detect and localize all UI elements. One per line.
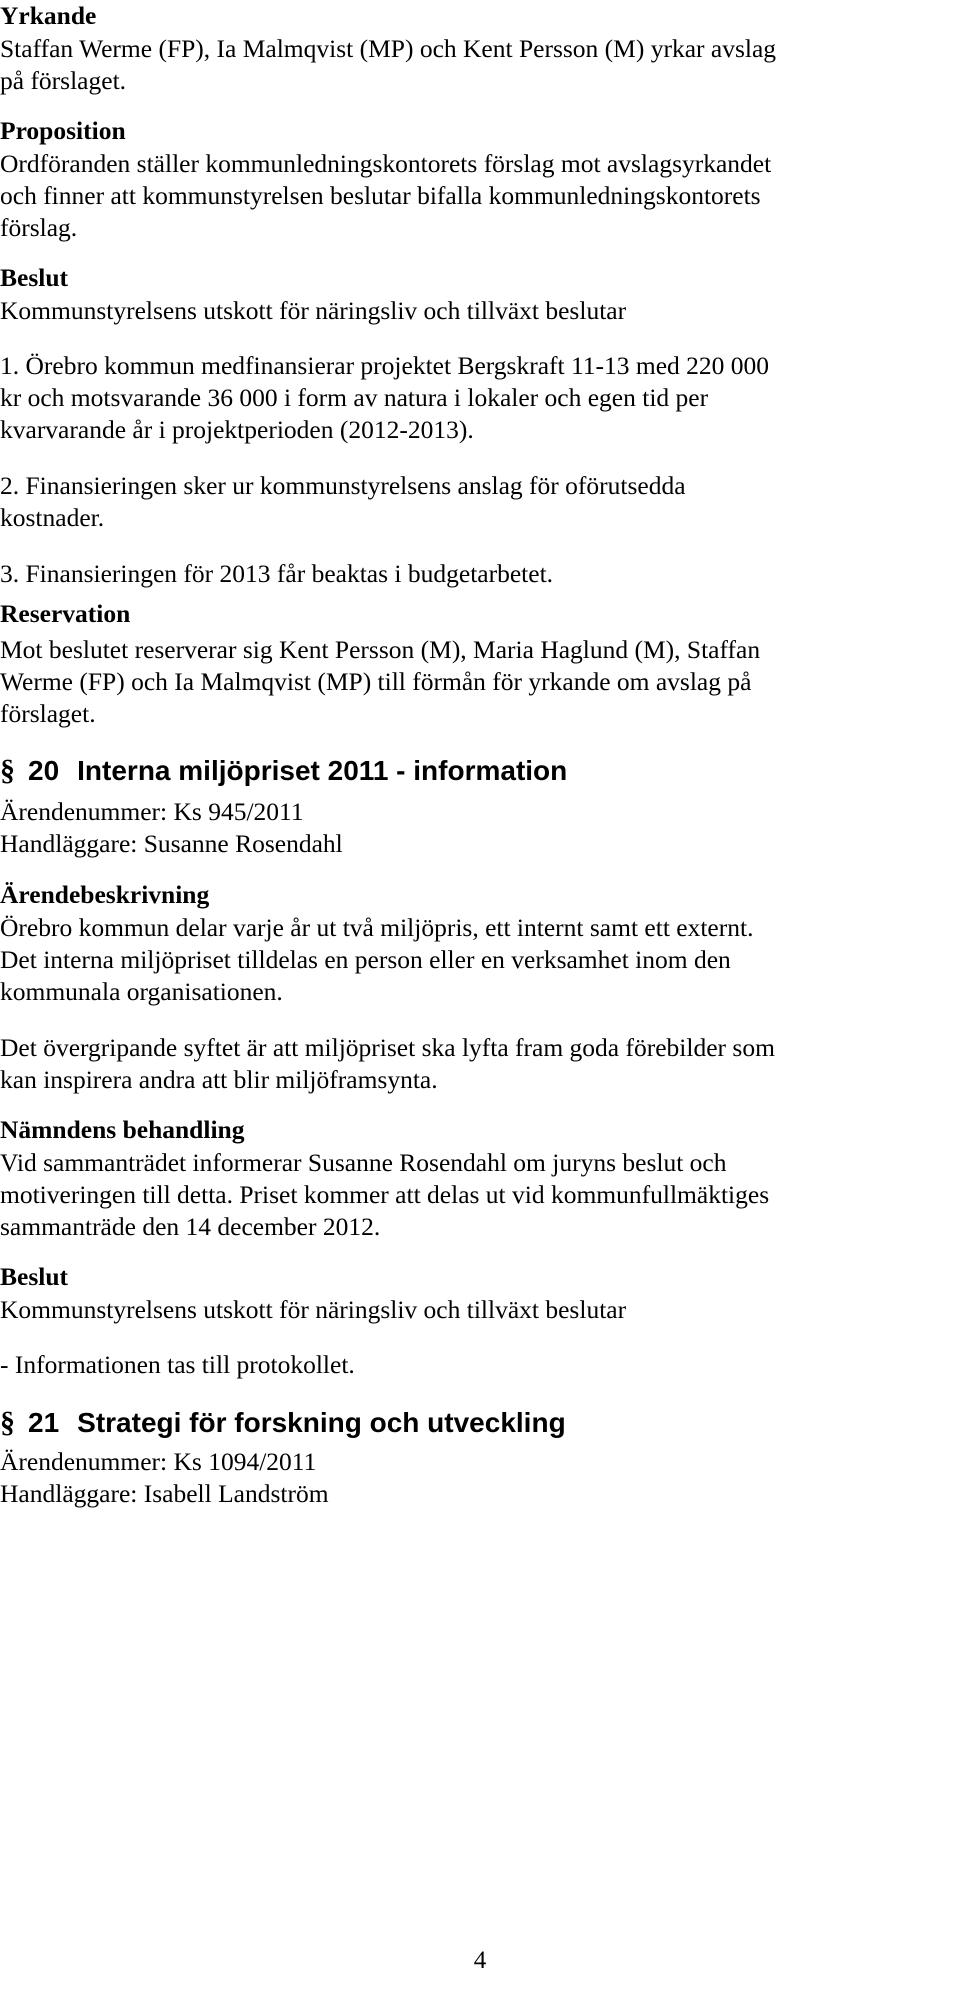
arendenummer: Ärendenummer: Ks 1094/2011 (0, 1447, 317, 1476)
handlaggare: Handläggare: Susanne Rosendahl (0, 829, 343, 858)
reservation-heading: Reservation (0, 599, 131, 628)
description-line: kan inspirera andra att blir miljöframsynta. (0, 1065, 438, 1094)
proposition-heading: Proposition (0, 116, 126, 145)
yrkande-heading: Yrkande (0, 1, 97, 30)
item-21-number: 21 (28, 1407, 60, 1438)
yrkande-line: på förslaget. (0, 66, 127, 95)
description-line: Det interna miljöpriset tilldelas en person eller en verksamhet inom den (0, 945, 731, 974)
beslut-item-2: 2. Finansieringen sker ur kommunstyrelsens anslag för oförutsedda (0, 471, 686, 500)
proposition-line: och finner att kommunstyrelsen beslutar bifalla kommunledningskontorets (0, 181, 761, 210)
beslut-item-2: kostnader. (0, 503, 105, 532)
paragraph-icon: § (0, 1406, 15, 1439)
reservation-line: Werme (FP) och Ia Malmqvist (MP) till förmån för yrkande om avslag på (0, 667, 752, 696)
description-line: Det övergripande syftet är att miljöpriset ska lyfta fram goda förebilder som (0, 1033, 775, 1062)
proposition-line: Ordföranden ställer kommunledningskontorets förslag mot avslagsyrkandet (0, 149, 772, 178)
description-line: kommunala organisationen. (0, 977, 283, 1006)
handlaggare: Handläggare: Isabell Landström (0, 1479, 329, 1508)
item-21-title: Strategi för forskning och utveckling (77, 1407, 566, 1438)
page-number: 4 (473, 1947, 487, 1974)
reservation-line: förslaget. (0, 699, 96, 728)
item-20-heading (0, 751, 567, 791)
beslut-heading: Beslut (0, 263, 69, 292)
namndens-behandling-heading: Nämndens behandling (0, 1115, 245, 1144)
reservation-line: Mot beslutet reserverar sig Kent Persson (M), Maria Haglund (M), Staffan (0, 635, 761, 664)
description-line: Örebro kommun delar varje år ut två miljöpris, ett internt samt ett externt. (0, 913, 754, 942)
beslut-item-1: 1. Örebro kommun medfinansierar projektet Bergskraft 11-13 med 220 000 (0, 351, 770, 380)
item-20-number: 20 (28, 755, 60, 786)
beslut-item-1: kr och motsvarande 36 000 i form av natura i lokaler och egen tid per (0, 383, 709, 412)
namnd-line: Vid sammanträdet informerar Susanne Rosendahl om juryns beslut och (0, 1148, 727, 1177)
beslut-intro: Kommunstyrelsens utskott för näringsliv och tillväxt beslutar (0, 1295, 627, 1324)
item-21-heading (0, 1403, 566, 1443)
beslut-intro: Kommunstyrelsens utskott för näringsliv och tillväxt beslutar (0, 296, 627, 325)
namnd-line: motiveringen till detta. Priset kommer att delas ut vid kommunfullmäktiges (0, 1180, 770, 1209)
proposition-line: förslag. (0, 213, 78, 242)
arendenummer: Ärendenummer: Ks 945/2011 (0, 797, 304, 826)
namnd-line: sammanträde den 14 december 2012. (0, 1212, 381, 1241)
beslut-item-1: kvarvarande år i projektperioden (2012-2013). (0, 415, 474, 444)
beslut-heading: Beslut (0, 1262, 69, 1291)
yrkande-line: Staffan Werme (FP), Ia Malmqvist (MP) och Kent Persson (M) yrkar avslag (0, 34, 777, 63)
paragraph-icon: § (0, 754, 15, 787)
item-20-title: Interna miljöpriset 2011 - information (77, 755, 568, 786)
arendebeskrivning-heading: Ärendebeskrivning (0, 880, 210, 909)
beslut-item-3: 3. Finansieringen för 2013 får beaktas i budgetarbetet. (0, 559, 554, 588)
beslut-item: - Informationen tas till protokollet. (0, 1350, 355, 1379)
